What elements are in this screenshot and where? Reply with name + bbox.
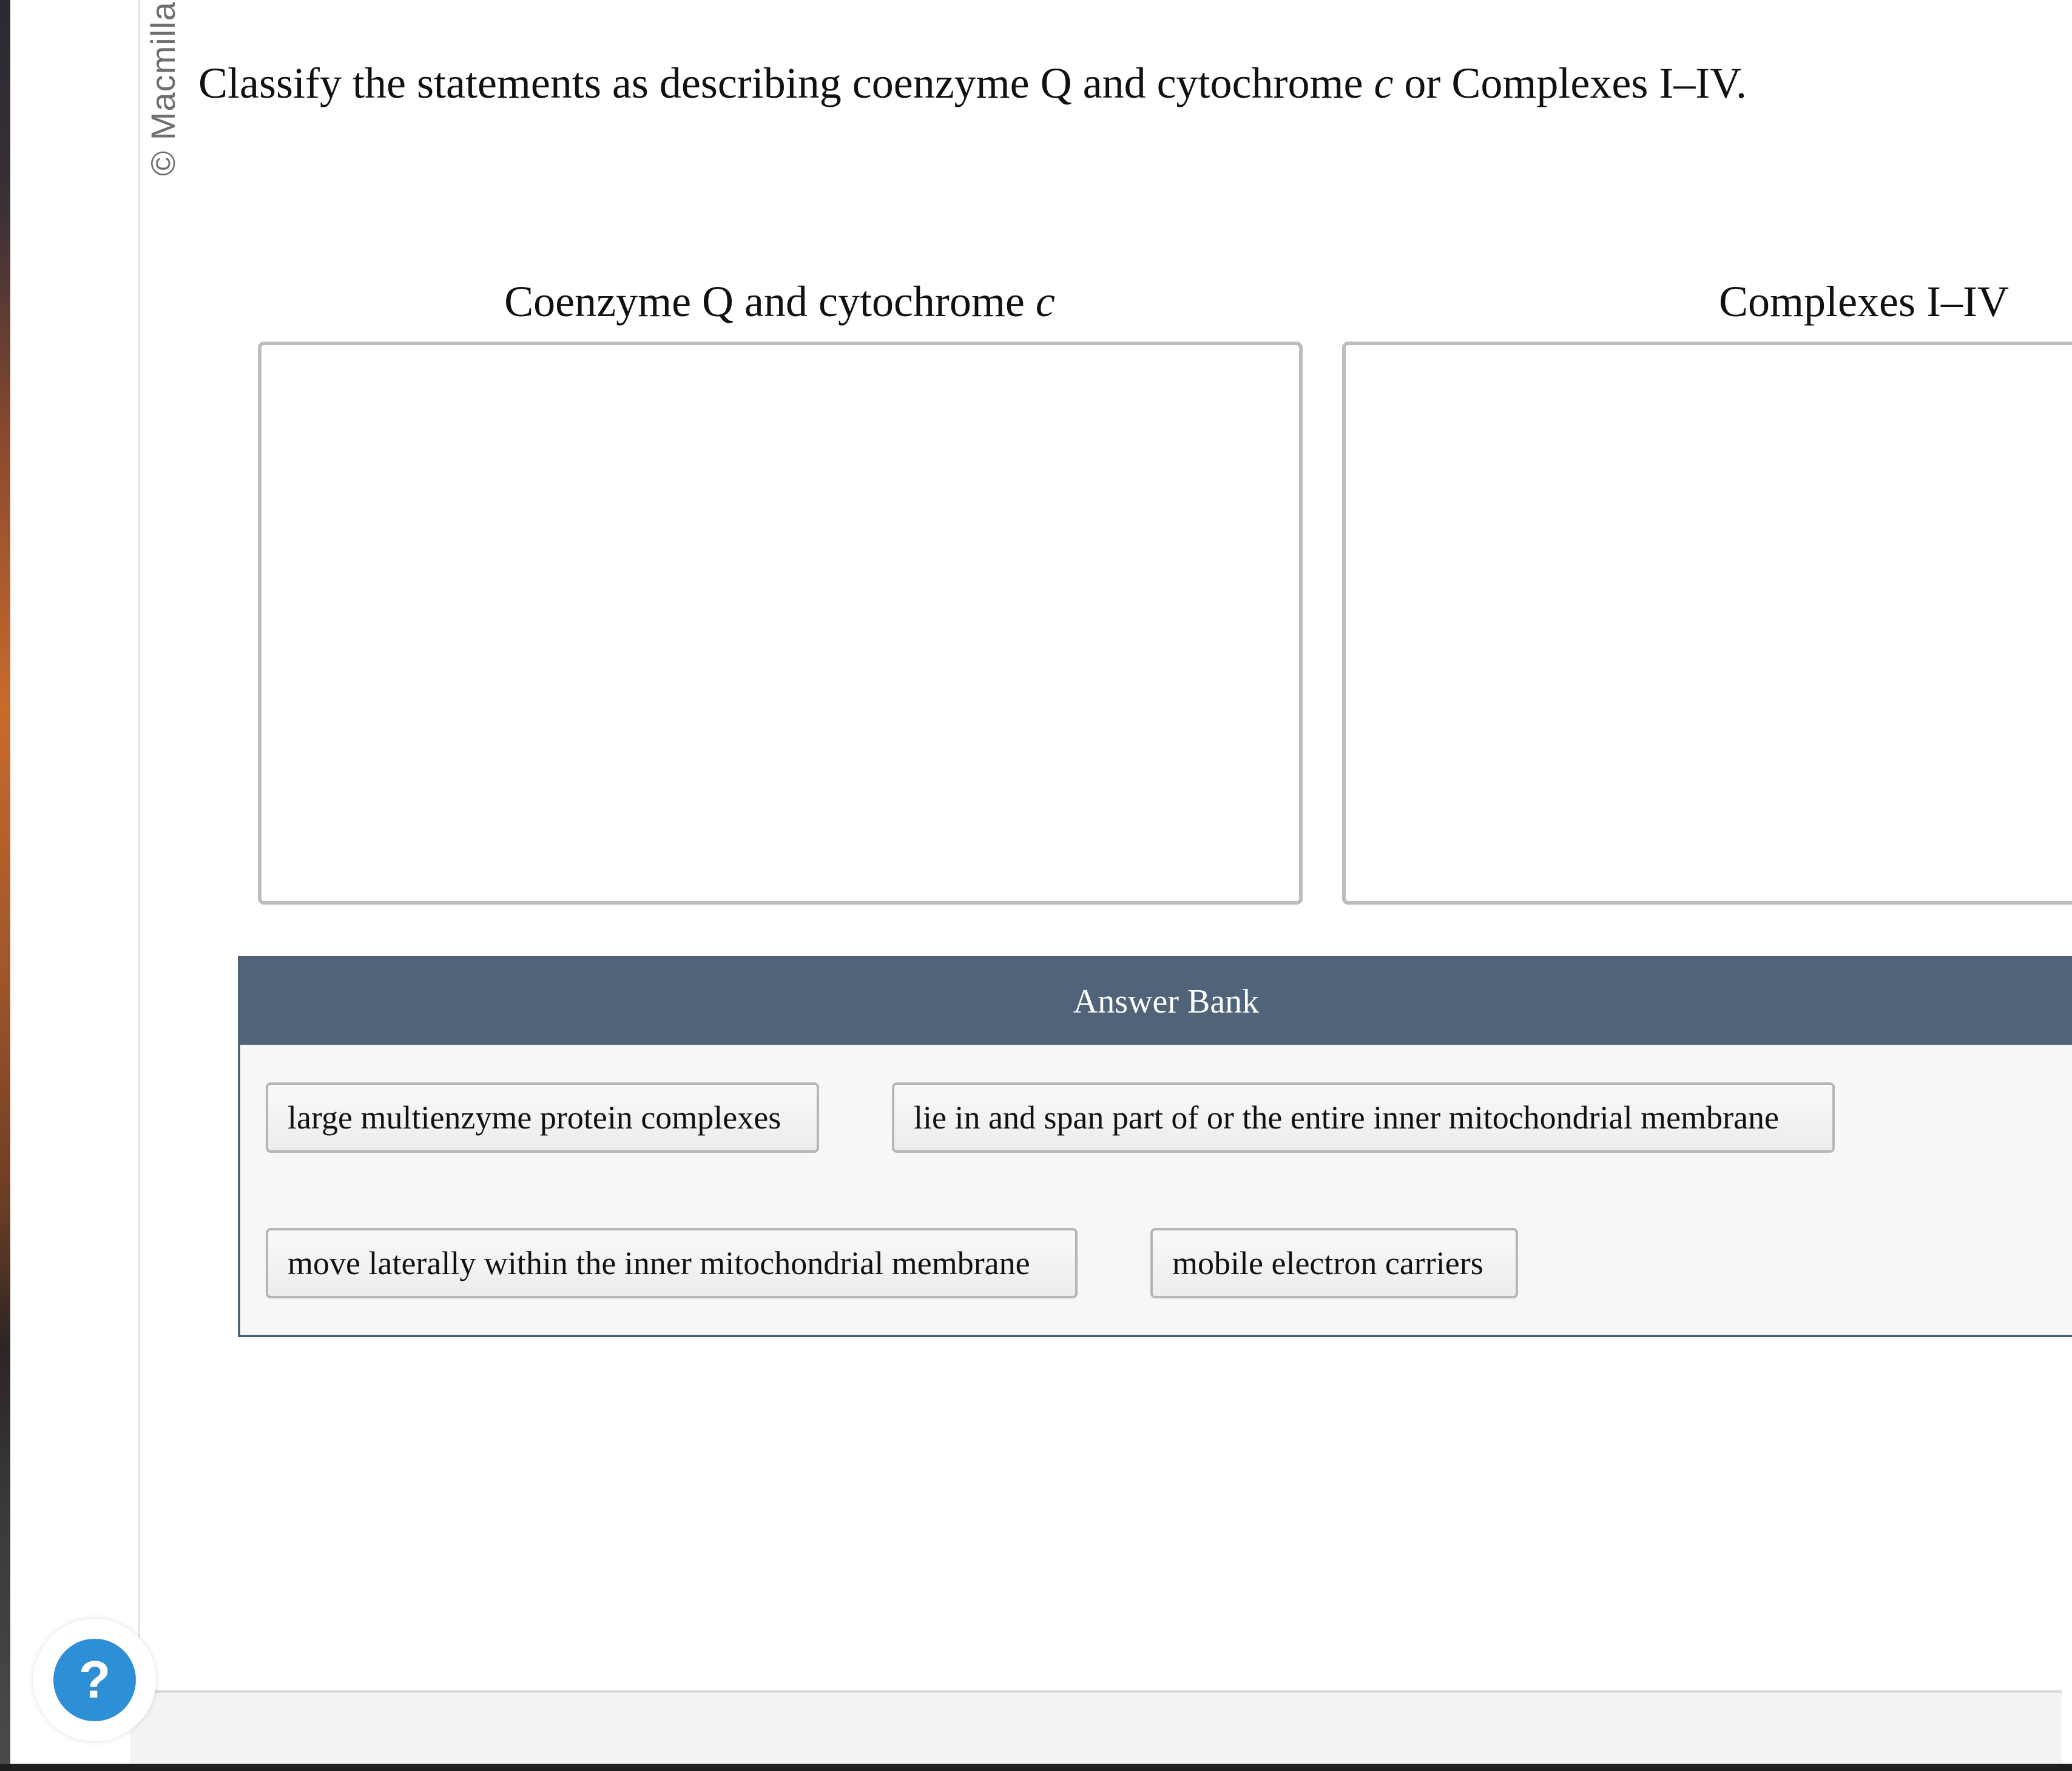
column-title-italic: c (1035, 277, 1055, 326)
answer-chip[interactable]: mobile electron carriers (1150, 1228, 1518, 1298)
column-title-coenzyme (258, 277, 1301, 327)
question-prompt (198, 58, 1747, 109)
answer-chip[interactable]: move laterally within the inner mitochondrial membrane (266, 1228, 1078, 1298)
desktop-background (0, 0, 10, 1771)
drop-zone-complexes[interactable] (1342, 342, 2072, 905)
answer-bank (238, 956, 2072, 1337)
answer-chip[interactable]: lie in and span part of or the entire inner mitochondrial membrane (892, 1082, 1835, 1153)
answer-bank-title: Answer Bank (1073, 983, 1260, 1020)
copyright-watermark: © Macmilla (144, 1, 182, 176)
drop-zone-coenzyme[interactable] (258, 342, 1303, 905)
question-text: Classify the statements as describing coenzyme Q and cytochrome (198, 59, 1374, 107)
question-text-end: or Complexes I–IV. (1393, 59, 1747, 107)
column-title-text: Coenzyme Q and cytochrome (504, 277, 1036, 326)
footer-bar (130, 1693, 2062, 1764)
answer-bank-header (240, 959, 2072, 1045)
window-bottom-edge (0, 1764, 2072, 1771)
question-italic: c (1374, 59, 1394, 107)
help-button-container (33, 1619, 156, 1741)
left-divider (138, 0, 140, 1764)
answer-chip[interactable]: large multienzyme protein complexes (266, 1082, 819, 1153)
help-icon[interactable]: ? (53, 1639, 136, 1721)
column-title-complexes: Complexes I–IV (1719, 277, 2009, 326)
